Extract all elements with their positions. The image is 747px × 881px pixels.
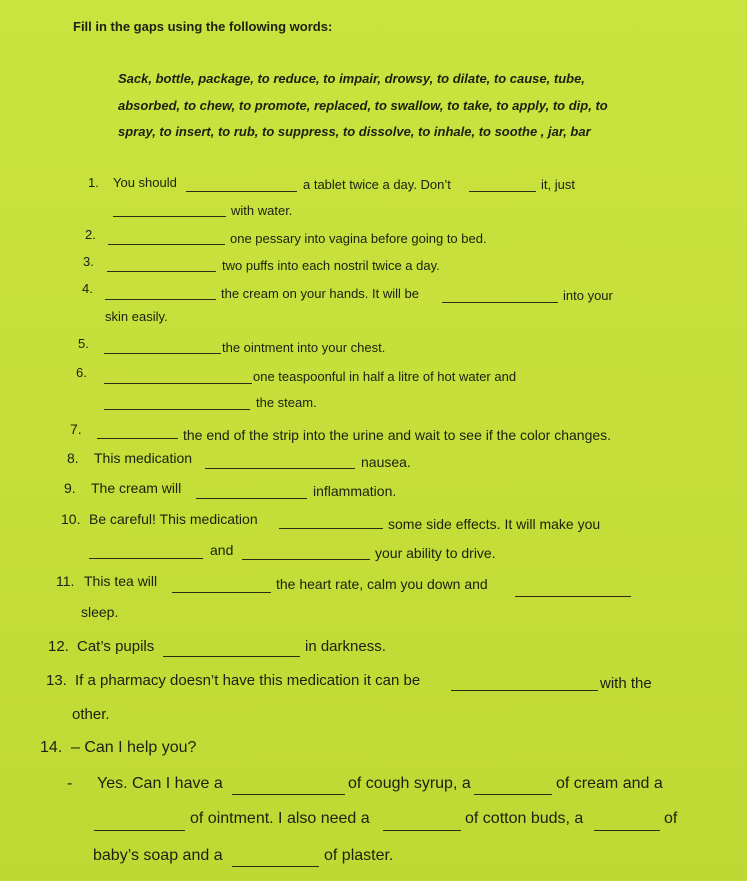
gap-14a[interactable] — [232, 793, 345, 795]
gap-11a[interactable] — [172, 591, 271, 593]
item-12-text-b: in darkness. — [305, 638, 386, 655]
item-number-9: 9. — [64, 480, 76, 496]
gap-1a[interactable] — [186, 190, 297, 192]
gap-4a[interactable] — [105, 298, 216, 300]
gap-6a[interactable] — [104, 382, 252, 384]
item-1-text-c: it, just — [541, 177, 575, 192]
gap-14c[interactable] — [94, 829, 185, 831]
item-7-text: the end of the strip into the urine and wait to see if the color changes. — [183, 427, 612, 443]
item-6-text-a: one teaspoonful in half a litre of hot water and — [253, 369, 517, 384]
gap-5[interactable] — [104, 352, 221, 354]
item-14-text-d: of cream and a — [556, 775, 663, 792]
item-10-text-c: and — [210, 542, 234, 558]
item-13-text-c: other. — [72, 706, 110, 723]
word-bank-line-3: spray, to insert, to rub, to suppress, to dissolve, to inhale, to soothe , jar, bar — [118, 124, 591, 139]
gap-2[interactable] — [108, 243, 225, 245]
gap-9[interactable] — [196, 497, 307, 499]
item-1-text-d: with water. — [231, 203, 293, 218]
item-14-text-f: of cotton buds, a — [465, 810, 584, 827]
item-8-text-b: nausea. — [361, 454, 411, 470]
item-number-8: 8. — [67, 450, 79, 466]
item-14-text-g: of — [664, 810, 678, 827]
item-4-text-a: the cream on your hands. It will be — [221, 286, 419, 301]
item-10-text-d: your ability to drive. — [375, 545, 496, 561]
item-1-text-a: You should — [113, 175, 177, 190]
item-4-text-c: skin easily. — [105, 309, 168, 324]
item-3-text: two puffs into each nostril twice a day. — [222, 258, 440, 273]
gap-10c[interactable] — [242, 558, 370, 560]
item-number-6: 6. — [76, 365, 87, 380]
item-number-12: 12. — [48, 638, 69, 655]
item-number-7: 7. — [70, 421, 82, 437]
item-14-text-e: of ointment. I also need a — [190, 810, 370, 827]
item-11-text-c: sleep. — [81, 604, 119, 620]
item-14-text-i: of plaster. — [324, 847, 394, 864]
gap-6b[interactable] — [104, 408, 250, 410]
item-14-text-h: baby’s soap and a — [93, 847, 223, 864]
item-number-10: 10. — [61, 511, 81, 527]
instruction-heading: Fill in the gaps using the following words: — [73, 19, 333, 34]
word-bank-line-2: absorbed, to chew, to promote, replaced, to swallow, to take, to apply, to dip, to — [118, 98, 608, 113]
item-14-text-c: of cough syrup, a — [348, 775, 471, 792]
item-14-text-b: Yes. Can I have a — [97, 775, 223, 792]
dialogue-dash: - — [67, 775, 73, 792]
word-bank-line-1: Sack, bottle, package, to reduce, to impair, drowsy, to dilate, to cause, tube, — [118, 71, 585, 86]
item-11-text-b: the heart rate, calm you down and — [276, 576, 488, 592]
gap-1c[interactable] — [113, 215, 226, 217]
gap-10a[interactable] — [279, 527, 383, 529]
item-number-2: 2. — [85, 227, 96, 242]
gap-1b[interactable] — [469, 190, 536, 192]
gap-11b[interactable] — [515, 595, 631, 597]
gap-3[interactable] — [107, 270, 216, 272]
gap-4b[interactable] — [442, 301, 558, 303]
gap-7[interactable] — [97, 437, 178, 439]
item-number-13: 13. — [46, 672, 67, 689]
item-number-4: 4. — [82, 281, 93, 296]
item-4-text-b: into your — [563, 288, 613, 303]
item-11-text-a: This tea will — [84, 573, 158, 589]
item-10-text-a: Be careful! This medication — [89, 511, 258, 527]
gap-14d[interactable] — [383, 829, 461, 831]
item-1-text-b: a tablet twice a day. Don’t — [303, 177, 451, 192]
gap-14b[interactable] — [474, 793, 552, 795]
item-13-text-b: with the — [600, 675, 652, 692]
gap-13[interactable] — [451, 689, 598, 691]
item-6-text-b: the steam. — [256, 395, 317, 410]
item-12-text-a: Cat’s pupils — [77, 638, 155, 655]
item-number-11: 11. — [56, 573, 75, 589]
item-8-text-a: This medication — [94, 450, 193, 466]
gap-10b[interactable] — [89, 557, 203, 559]
gap-14e[interactable] — [594, 829, 660, 831]
item-13-text-a: If a pharmacy doesn’t have this medication it can be — [75, 672, 421, 689]
gap-8[interactable] — [205, 467, 355, 469]
item-number-3: 3. — [83, 254, 94, 269]
item-number-14: 14. — [40, 739, 63, 756]
item-number-5: 5. — [78, 336, 89, 351]
item-10-text-b: some side effects. It will make you — [388, 516, 601, 532]
gap-12[interactable] — [163, 655, 300, 657]
item-number-1: 1. — [88, 175, 99, 190]
item-5-text: the ointment into your chest. — [222, 340, 386, 355]
item-14-question: – Can I help you? — [71, 739, 197, 756]
item-9-text-b: inflammation. — [313, 483, 397, 499]
gap-14f[interactable] — [232, 865, 319, 867]
item-2-text: one pessary into vagina before going to bed. — [230, 231, 487, 246]
item-9-text-a: The cream will — [91, 480, 182, 496]
